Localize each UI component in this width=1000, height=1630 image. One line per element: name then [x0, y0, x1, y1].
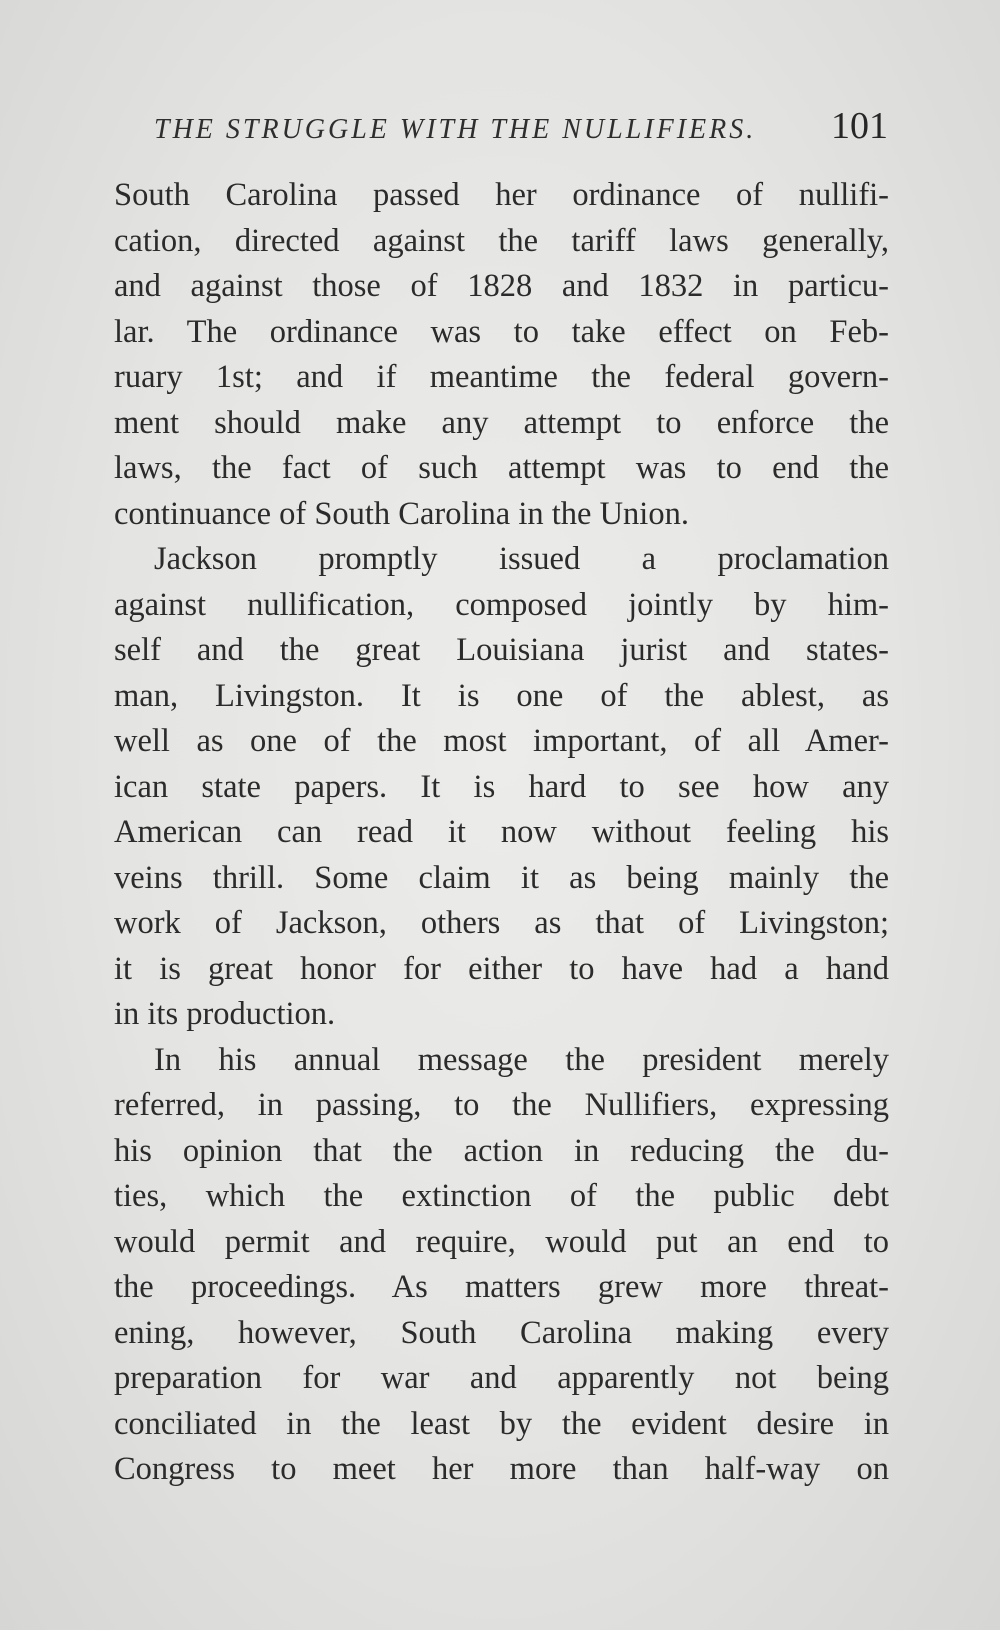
text-line: South Carolina passed her ordinance of nullifi-: [114, 177, 889, 213]
page-number: 101: [831, 105, 888, 147]
text-line: continuance of South Carolina in the Union.: [114, 495, 689, 532]
text-line: his opinion that the action in reducing the du-: [114, 1132, 889, 1169]
paragraph-first-line: In his annual message the president merely: [154, 1041, 889, 1078]
text-line: against nullification, composed jointly by him-: [114, 586, 889, 623]
text-line: lar. The ordinance was to take effect on Feb-: [114, 313, 889, 350]
text-line: referred, in passing, to the Nullifiers, expressing: [114, 1087, 889, 1123]
text-line: conciliated in the least by the evident desire in: [114, 1405, 889, 1442]
text-line: ening, however, South Carolina making every: [114, 1314, 889, 1351]
text-line: preparation for war and apparently not being: [114, 1360, 889, 1396]
text-line: self and the great Louisiana jurist and states-: [114, 632, 889, 668]
text-line: would permit and require, would put an end to: [114, 1223, 889, 1260]
text-line: work of Jackson, others as that of Livingston;: [114, 905, 889, 941]
text-line: cation, directed against the tariff laws generally,: [114, 222, 889, 259]
text-line: it is great honor for either to have had a hand: [114, 950, 889, 987]
text-line: and against those of 1828 and 1832 in particu-: [114, 268, 889, 304]
text-line: ties, which the extinction of the public debt: [114, 1178, 889, 1214]
text-line: veins thrill. Some claim it as being mainly the: [114, 859, 889, 896]
text-line: American can read it now without feeling his: [114, 814, 889, 850]
text-line: ruary 1st; and if meantime the federal govern-: [114, 359, 889, 395]
text-line: the proceedings. As matters grew more threat-: [114, 1269, 889, 1305]
text-line: ican state papers. It is hard to see how any: [114, 768, 889, 805]
paragraph-first-line: Jackson promptly issued a proclamation: [154, 541, 889, 577]
text-line: well as one of the most important, of all Amer-: [114, 723, 889, 759]
running-title: THE STRUGGLE WITH THE NULLIFIERS.: [154, 114, 757, 145]
text-line: Congress to meet her more than half-way on: [114, 1451, 889, 1487]
text-line: laws, the fact of such attempt was to end the: [114, 450, 889, 486]
running-head: [114, 104, 888, 154]
text-line: ment should make any attempt to enforce the: [114, 404, 889, 441]
body-text: [114, 173, 889, 1493]
text-line: man, Livingston. It is one of the ablest, as: [114, 677, 889, 714]
text-line: in its production.: [114, 996, 336, 1032]
